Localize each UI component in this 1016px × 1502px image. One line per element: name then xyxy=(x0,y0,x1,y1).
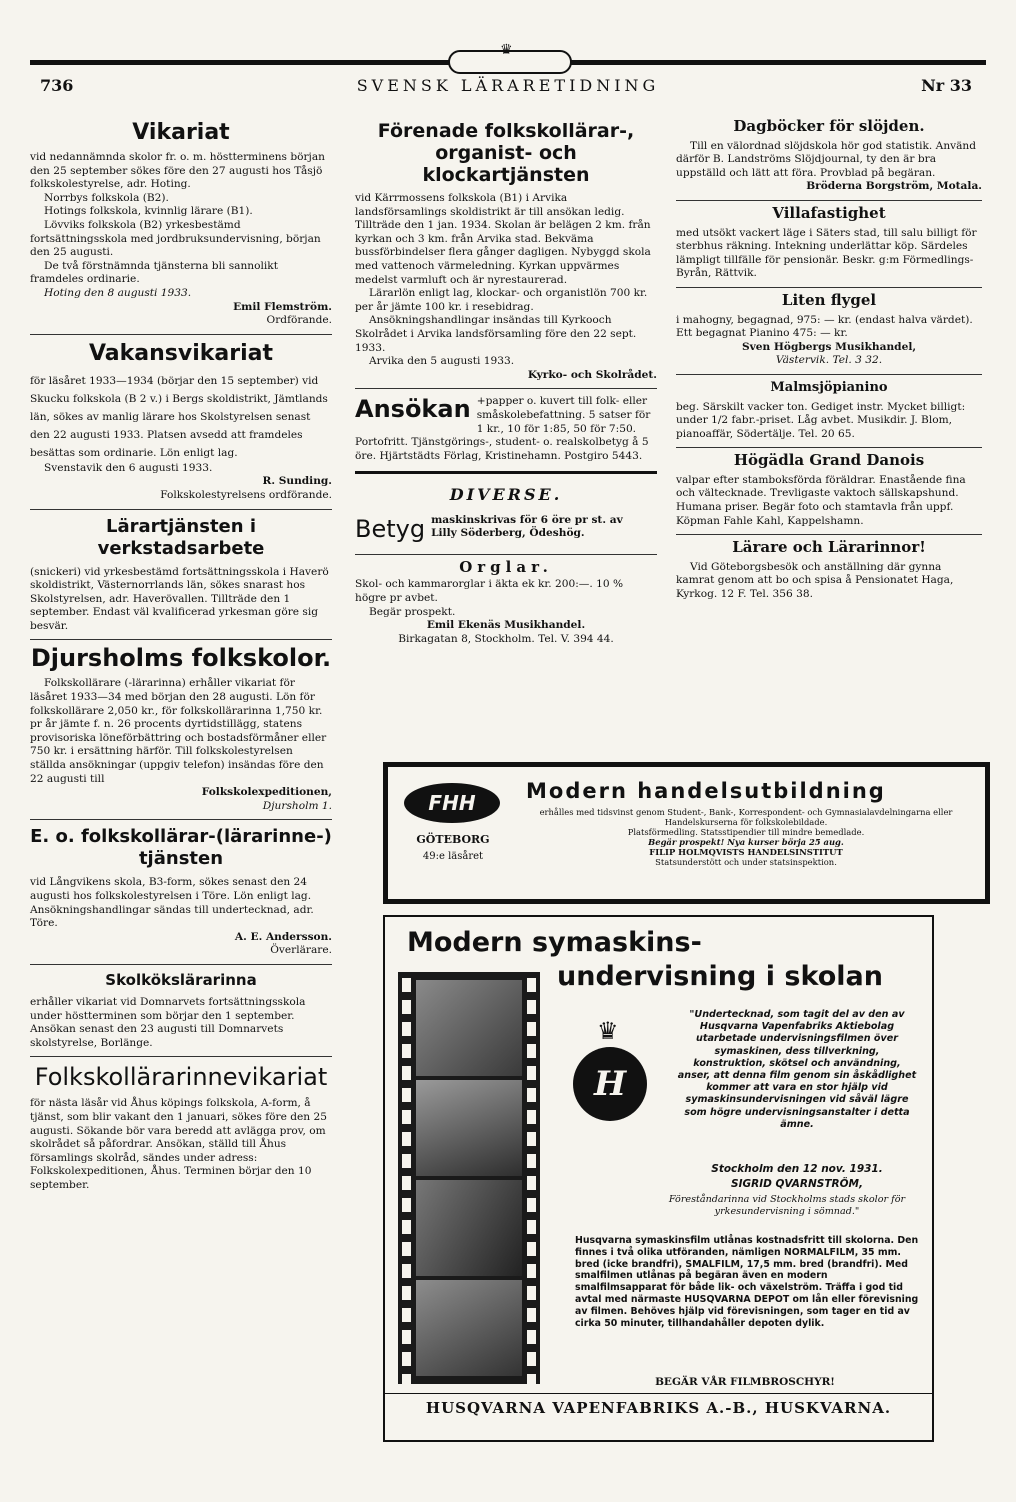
film-sprocket-hole xyxy=(402,1110,411,1124)
verkstad-body: (snickeri) vid yrkesbestämd fortsättningsskola i Haverö skoldistrikt, Västernorrlands län, sökes snarast hos Skolstyrelsen, adr. Haverövallen. Tillträde den 1 september. Endast väl kvalificerad yrkesman göre sig besvär. xyxy=(30,565,329,632)
film-sprocket-hole xyxy=(402,1352,411,1366)
vikariat-intro: vid nedannämnda skolor fr. o. m. höstterminens början den 25 september sökes före den 27 augusti hos Tåsjö folkskolestyrelse, adr. Hoting. xyxy=(30,151,325,191)
film-sprocket-hole xyxy=(402,1308,411,1322)
ahus-body: för nästa läsår vid Åhus köpings folkskola, A-form, å tjänst, som blir vakant den 1 januari, sökes före den 25 augusti. Sökande bör vara beredd att avlägga prov, om skolrådet så påfordrar. Ansökan, ställd till Åhus församlings skolråd, sändes under adress: Folkskolexpeditionen, Åhus. Terminen börjar den 10 september. xyxy=(30,1097,327,1191)
ahus-title: Folkskollärarinnevikariat xyxy=(34,1063,328,1092)
film-sprocket-hole xyxy=(402,1330,411,1344)
film-sprocket-hole xyxy=(402,1044,411,1058)
husqvarna-emblem: H xyxy=(573,1047,647,1121)
orglar-signature: Emil Ekenäs Musikhandel. xyxy=(426,619,586,632)
orglar-note: Begär prospekt. xyxy=(369,605,456,618)
betyg-word: Betyg xyxy=(355,514,426,543)
divider xyxy=(30,509,332,510)
husqvarna-role: Föreståndarinna vid Stockholms stads skolor för yrkesundervisning i sömnad." xyxy=(668,1194,906,1217)
column-middle xyxy=(355,118,657,646)
handel-line4: FILIP HOLMQVISTS HANDELSINSTITUT xyxy=(649,847,843,857)
ansokan-body: +papper o. kuvert till folk- eller småskolebefattning. 5 satser för 1 kr., 10 för 1:85, 50 för 7:50. Portofritt. Tjänstgörings-, student- o. realskolbetyg å 5 öre. Hjärtstädts Förlag, Kristinehamn. Postgiro 5443. xyxy=(355,395,651,462)
film-sprocket-hole xyxy=(527,1110,536,1124)
divider xyxy=(30,639,332,640)
divider xyxy=(676,374,982,375)
flygel-body: i mahogny, begagnad, 975: — kr. (endast halva värdet). Ett begagnat Pianino 475: — kr. xyxy=(676,313,973,340)
film-frame xyxy=(416,1080,522,1176)
forenade-signature: Kyrko- och Skolrådet. xyxy=(527,368,657,381)
ansokan-ad xyxy=(355,395,657,463)
vikariat-signature: Emil Flemström. xyxy=(233,300,332,313)
film-sprocket-hole xyxy=(527,1286,536,1300)
crown-icon: ♛ xyxy=(597,1017,619,1045)
vikariat-item: Hotings folkskola, kvinnlig lärare (B1). xyxy=(44,205,253,218)
forenade-title: Förenade folkskollärar-, organist- och klockartjänsten xyxy=(377,120,635,186)
husqvarna-title-1: Modern symaskins- xyxy=(407,927,702,958)
husqvarna-title-2: undervisning i skolan xyxy=(557,961,883,992)
journal-title: SVENSK LÄRARETIDNING xyxy=(356,76,660,95)
handel-line5: Statsunderstött och under statsinspektion. xyxy=(655,857,837,867)
betyg-ad xyxy=(355,514,657,548)
flygel-signature: Sven Högbergs Musikhandel, xyxy=(741,340,917,353)
issue-number: Nr 33 xyxy=(921,76,972,95)
column-left xyxy=(30,118,332,1193)
divider xyxy=(676,200,982,201)
forenade-dateline: Arvika den 5 augusti 1933. xyxy=(369,355,515,368)
film-sprocket-hole xyxy=(402,978,411,992)
film-sprocket-hole xyxy=(527,1374,536,1388)
column-right xyxy=(676,118,982,602)
dagbocker-body: Till en välordnad slöjdskola hör god statistik. Använd därför B. Landströms Slöjdjournal, ty den är bra uppställd och lätt att föra. Provblad på begäran. xyxy=(676,139,977,179)
vakansvikariat-signature: R. Sunding. xyxy=(262,475,332,488)
film-sprocket-hole xyxy=(527,1264,536,1278)
handel-city: GÖTEBORG xyxy=(416,833,490,846)
film-sprocket-hole xyxy=(402,1220,411,1234)
film-sprocket-hole xyxy=(402,1264,411,1278)
handel-line1: erhålles med tidsvinst genom Student-, Bank-, Korrespondent- och Gymnasialavdelningarna eller Handelskurserna för folkskolebildade. xyxy=(539,807,953,827)
flygel-title: Liten flygel xyxy=(781,290,877,309)
vikariat-item: Lövviks folkskola (B2) yrkesbestämd fortsättningsskola med jordbruksundervisning, början den 25 augusti. xyxy=(30,218,321,259)
film-sprocket-hole xyxy=(527,1308,536,1322)
eo-role: Överlärare. xyxy=(270,944,332,957)
husqvarna-body: Husqvarna symaskinsfilm utlånas kostnadsfritt till skolorna. Den finnes i två olika utföranden, nämligen NORMALFILM, 35 mm. bred (icke brandfri), SMALFILM, 17,5 mm. bred (brandfri). Med smalfilmen utlånas på begäran även en modern smalfilmsapparat för både lik- och växelström. Träffa i god tid avtal med närmaste HUSQVARNA DEPOT om lån eller förevisning av filmen. Behöves hjälp vid förevisningen, som tager en tid av cirka 50 minuter, tillhandahåller depoten dylik. xyxy=(575,1235,919,1329)
husqvarna-cta: BEGÄR VÅR FILMBROSCHYR! xyxy=(655,1376,835,1388)
film-frame xyxy=(416,1280,522,1376)
orglar-body: Skol- och kammarorglar i äkta ek kr. 200:—. 10 % högre pr avbet. xyxy=(355,578,624,605)
eo-signature: A. E. Andersson. xyxy=(234,930,332,943)
eo-title: E. o. folkskollärar-(lärarinne-) tjänsten xyxy=(30,826,332,870)
divider xyxy=(676,447,982,448)
handel-logo: FHH xyxy=(404,783,500,823)
vakansvikariat-title: Vakansvikariat xyxy=(88,340,273,366)
handel-text xyxy=(526,807,966,867)
orglar-title: Orglar. xyxy=(459,557,553,576)
djursholm-body: Folkskollärare (-lärarinna) erhåller vikariat för läsåret 1933—34 med början den 28 augusti. Lön för folkskollärare 2,050 kr., för folkskollärarinna 1,750 kr. pr år jämte f. n. 26 procents dyrtidstillägg, statens provisoriska löneförbättring och bostadsförmåner eller 750 kr. i ersättning härför. Till folkskolestyrelsen ställda ansökningar (uppgiv telefon) insändas före den 22 augusti till xyxy=(30,677,327,785)
ansokan-word: Ansökan xyxy=(355,395,471,424)
film-sprocket-hole xyxy=(402,1374,411,1388)
vikariat-role: Ordförande. xyxy=(266,314,332,327)
film-sprocket-hole xyxy=(527,978,536,992)
husqvarna-quote: "Undertecknad, som tagit del av den av Husqvarna Vapenfabriks Aktiebolag utarbetade undervisningsfilmen över symaskinen, dess tillverkning, konstruktion, skötsel och användning, anser, att denna film genom sin åskådlighet kommer att vara en stor hjälp vid symaskinsundervisningen vid såväl lägre som högre undervisningsanstalter i detta ämne. xyxy=(677,1009,917,1130)
vikariat-note: De två förstnämnda tjänsterna bli sannolikt framdeles ordinarie. xyxy=(30,259,278,286)
film-sprocket-hole xyxy=(527,1088,536,1102)
vikariat-title: Vikariat xyxy=(132,120,230,145)
film-sprocket-hole xyxy=(527,1066,536,1080)
malmsjo-body: beg. Särskilt vacker ton. Gediget instr. Mycket billigt: under 1/2 fabr.-priset. Låg avbet. Musikdir. J. Blom, pianoaffär, Södertälje. Tel. 20 65. xyxy=(676,400,966,440)
dagbocker-title: Dagböcker för slöjden. xyxy=(733,117,925,135)
vikariat-item: Norrbys folkskola (B2). xyxy=(44,191,169,204)
husqvarna-dateline: Stockholm den 12 nov. 1931. xyxy=(711,1163,883,1175)
djursholm-place: Djursholm 1. xyxy=(262,799,332,812)
forenade-apply: Ansökningshandlingar insändas till Kyrkooch Skolrådet i Arvika landsförsamling före den 22 sept. 1933. xyxy=(355,314,637,354)
diverse-heading: DIVERSE. xyxy=(449,485,563,505)
larare-title: Lärare och Lärarinnor! xyxy=(732,538,926,557)
handel-line3: Begär prospekt! Nya kurser börja 25 aug. xyxy=(648,837,844,847)
divider xyxy=(30,334,332,335)
film-sprocket-hole xyxy=(527,1352,536,1366)
crown-icon: ♛ xyxy=(500,42,513,58)
vikariat-dateline: Hoting den 8 augusti 1933. xyxy=(44,286,192,299)
dagbocker-signature: Bröderna Borgström, Motala. xyxy=(806,180,982,193)
vakansvikariat-role: Folkskolestyrelsens ordförande. xyxy=(160,488,332,501)
film-sprocket-hole xyxy=(527,1176,536,1190)
film-strip-image xyxy=(398,972,540,1384)
film-sprocket-hole xyxy=(402,1198,411,1212)
husqvarna-footer-rule xyxy=(385,1393,932,1394)
handel-title: Modern handelsutbildning xyxy=(526,779,886,803)
divider xyxy=(676,287,982,288)
page-number: 736 xyxy=(40,76,74,95)
divider xyxy=(30,1056,332,1057)
film-sprocket-hole xyxy=(527,1132,536,1146)
film-sprocket-hole xyxy=(402,1286,411,1300)
malmsjo-title: Malmsjöpianino xyxy=(770,379,888,395)
betyg-line1: maskinskrivas för 6 öre pr st. av xyxy=(431,513,623,526)
handel-ad xyxy=(383,762,990,904)
larare-body: Vid Göteborgsbesök och anställning där gynna kamrat genom att bo och spisa å Pensionatet Haga, Kyrkog. 12 F. Tel. 356 38. xyxy=(676,560,954,601)
film-sprocket-hole xyxy=(402,1000,411,1014)
film-sprocket-hole xyxy=(402,1132,411,1146)
film-frame xyxy=(416,1180,522,1276)
forenade-body: vid Kärrmossens folkskola (B1) i Arvika landsförsamlings skoldistrikt är till ansökan ledig. Tillträde den 1 jan. 1934. Skolan är belägen 2 km. från kyrkan och 3 km. från Arvika stad. Bekväma bussförbindelser flera gånger dagligen. Nybyggd skola med vattenoch värmeledning. Kyrkan uppvärmes medelst varmluft och är nyrestaurerad. xyxy=(355,192,651,286)
film-sprocket-hole xyxy=(402,1176,411,1190)
orglar-address: Birkagatan 8, Stockholm. Tel. V. 394 44. xyxy=(398,632,614,645)
film-sprocket-hole xyxy=(402,1242,411,1256)
divider xyxy=(355,554,657,555)
film-sprocket-hole xyxy=(527,1154,536,1168)
film-sprocket-hole xyxy=(402,1066,411,1080)
handel-fee: 49:e läsåret xyxy=(422,851,484,862)
film-sprocket-hole xyxy=(402,1088,411,1102)
verkstad-title: Lärartjänsten i verkstadsarbete xyxy=(97,515,265,559)
villa-title: Villafastighet xyxy=(772,203,886,222)
husqvarna-footer: HUSQVARNA VAPENFABRIKS A.-B., HUSKVARNA. xyxy=(425,1399,892,1417)
divider xyxy=(676,534,982,535)
divider-thick xyxy=(355,471,657,474)
film-sprocket-hole xyxy=(527,1044,536,1058)
danois-body: valpar efter stamboksförda föräldrar. Enastående fina och vältecknade. Trevligaste vaktoch sällskapshund. Humana priser. Begär foto och stamtavla från uppf. Köpman Fahle Kahl, Kappelshamn. xyxy=(676,473,966,527)
film-sprocket-hole xyxy=(527,1330,536,1344)
film-sprocket-hole xyxy=(527,1022,536,1036)
film-sprocket-hole xyxy=(527,1242,536,1256)
film-sprocket-hole xyxy=(527,1198,536,1212)
eo-body: vid Långvikens skola, B3-form, sökes senast den 24 augusti hos folkskolestyrelsen i Töre. Lön enligt lag. Ansökningshandlingar sändas till undertecknad, adr. Töre. xyxy=(30,876,314,930)
skolkok-body: erhåller vikariat vid Domnarvets fortsättningsskola under höstterminen som börjar den 1 september. Ansökan senast den 23 augusti till Domnarvets skolstyrelse, Borlänge. xyxy=(30,995,306,1049)
danois-title: Högädla Grand Danois xyxy=(733,451,925,470)
divider xyxy=(355,388,657,389)
skolkok-title: Skolkökslärarinna xyxy=(105,970,257,989)
djursholm-signature: Folkskolexpeditionen, xyxy=(201,786,332,799)
film-sprocket-hole xyxy=(402,1022,411,1036)
betyg-line2: Lilly Söderberg, Ödeshög. xyxy=(431,527,585,540)
forenade-salary: Lärarlön enligt lag, klockar- och organistlön 700 kr. per år jämte 100 kr. i resebidrag. xyxy=(355,287,648,313)
film-frame xyxy=(416,980,522,1076)
divider xyxy=(30,819,332,820)
flygel-address: Västervik. Tel. 3 32. xyxy=(775,354,883,367)
film-sprocket-hole xyxy=(402,1154,411,1168)
handel-line2: Platsförmedling. Statsstipendier till mindre bemedlade. xyxy=(627,827,865,837)
divider xyxy=(30,964,332,965)
vakansvikariat-body: för läsåret 1933—1934 (börjar den 15 september) vid Skucku folkskola (B 2 v.) i Bergs skoldistrikt, Jämtlands län, sökes av manlig lärare hos Skolstyrelsen senast den 22 augusti 1933. Platsen avsedd att framdeles besättas som ordinarie. Lön enligt lag. xyxy=(30,374,328,459)
film-sprocket-hole xyxy=(527,1220,536,1234)
villa-body: med utsökt vackert läge i Säters stad, till salu billigt för sterbhus räkning. Intekning underlättar köp. Särdeles lämpligt tillfälle för pensionär. Beskr. g:m Förmedlings-Byrån, Rättvik. xyxy=(676,226,977,280)
husqvarna-name: SIGRID QVARNSTRÖM, xyxy=(731,1178,863,1190)
film-sprocket-hole xyxy=(527,1000,536,1014)
djursholm-title: Djursholms folkskolor. xyxy=(30,644,332,673)
vakansvikariat-dateline: Svenstavik den 6 augusti 1933. xyxy=(44,461,213,474)
